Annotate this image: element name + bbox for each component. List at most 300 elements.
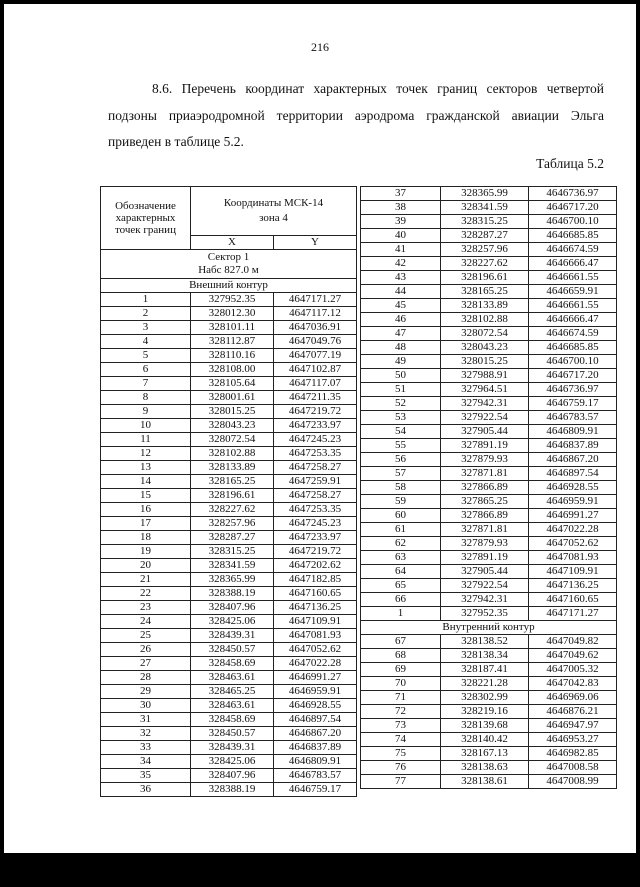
table-row bbox=[361, 229, 617, 243]
cell-y: 4646991.27 bbox=[274, 671, 357, 685]
cell-y: 4646717.20 bbox=[529, 369, 617, 383]
table-row bbox=[101, 405, 357, 419]
cell-x: 328167.13 bbox=[441, 747, 529, 761]
cell-y: 4646959.91 bbox=[274, 685, 357, 699]
table-row bbox=[101, 573, 357, 587]
cell-x: 328450.57 bbox=[191, 643, 274, 657]
table-row bbox=[101, 391, 357, 405]
cell-y: 4647160.65 bbox=[274, 587, 357, 601]
cell-point: 40 bbox=[361, 229, 441, 243]
cell-y: 4646928.55 bbox=[274, 699, 357, 713]
cell-x: 328043.23 bbox=[191, 419, 274, 433]
cell-x: 328315.25 bbox=[441, 215, 529, 229]
cell-x: 328407.96 bbox=[191, 769, 274, 783]
table-row bbox=[361, 677, 617, 691]
table-row bbox=[361, 243, 617, 257]
cell-y: 4647081.93 bbox=[274, 629, 357, 643]
cell-y: 4647259.91 bbox=[274, 475, 357, 489]
cell-y: 4647202.62 bbox=[274, 559, 357, 573]
cell-y: 4647245.23 bbox=[274, 433, 357, 447]
cell-y: 4647102.87 bbox=[274, 363, 357, 377]
table-row bbox=[361, 495, 617, 509]
table-row bbox=[101, 699, 357, 713]
inner-contour-heading: Внутренний контур bbox=[361, 621, 617, 635]
table-row bbox=[101, 475, 357, 489]
cell-x: 327964.51 bbox=[441, 383, 529, 397]
cell-y: 4646867.20 bbox=[274, 727, 357, 741]
cell-y: 4647052.62 bbox=[274, 643, 357, 657]
cell-y: 4646759.17 bbox=[274, 783, 357, 797]
cell-y: 4646897.54 bbox=[274, 713, 357, 727]
cell-point: 52 bbox=[361, 397, 441, 411]
cell-y: 4647008.58 bbox=[529, 761, 617, 775]
cell-point: 54 bbox=[361, 425, 441, 439]
cell-point: 74 bbox=[361, 733, 441, 747]
cell-y: 4646837.89 bbox=[529, 439, 617, 453]
cell-x: 328138.63 bbox=[441, 761, 529, 775]
cell-point: 1 bbox=[101, 293, 191, 307]
cell-point: 60 bbox=[361, 509, 441, 523]
document-page bbox=[4, 4, 636, 853]
cell-point: 73 bbox=[361, 719, 441, 733]
cell-x: 328287.27 bbox=[441, 229, 529, 243]
sector-title: Сектор 1 bbox=[207, 251, 250, 263]
cell-x: 328439.31 bbox=[191, 741, 274, 755]
table-row bbox=[361, 607, 617, 621]
table-row bbox=[361, 383, 617, 397]
cell-point: 25 bbox=[101, 629, 191, 643]
cell-point: 57 bbox=[361, 467, 441, 481]
table-row bbox=[101, 461, 357, 475]
table-row bbox=[361, 341, 617, 355]
cell-y: 4647022.28 bbox=[274, 657, 357, 671]
cell-y: 4647036.91 bbox=[274, 321, 357, 335]
table-row bbox=[361, 537, 617, 551]
cell-y: 4647253.35 bbox=[274, 447, 357, 461]
table-row bbox=[361, 705, 617, 719]
cell-y: 4646928.55 bbox=[529, 481, 617, 495]
cell-y: 4647077.19 bbox=[274, 349, 357, 363]
cell-x: 327988.91 bbox=[441, 369, 529, 383]
cell-point: 12 bbox=[101, 447, 191, 461]
cell-x: 328227.62 bbox=[191, 503, 274, 517]
cell-point: 35 bbox=[101, 769, 191, 783]
cell-x: 328138.34 bbox=[441, 649, 529, 663]
paragraph-line-1: 8.6. Перечень координат характерных точек границ секторов четвертой bbox=[152, 81, 604, 96]
cell-y: 4646953.27 bbox=[529, 733, 617, 747]
cell-x: 328388.19 bbox=[191, 587, 274, 601]
cell-y: 4646700.10 bbox=[529, 355, 617, 369]
table-row bbox=[361, 201, 617, 215]
cell-point: 37 bbox=[361, 187, 441, 201]
table-row bbox=[101, 685, 357, 699]
header-point-designation: Обозначение характерных точек границ bbox=[101, 187, 191, 250]
cell-y: 4646991.27 bbox=[529, 509, 617, 523]
cell-x: 328196.61 bbox=[441, 271, 529, 285]
cell-point: 13 bbox=[101, 461, 191, 475]
cell-y: 4647008.99 bbox=[529, 775, 617, 789]
cell-y: 4647245.23 bbox=[274, 517, 357, 531]
cell-point: 68 bbox=[361, 649, 441, 663]
cell-x: 327891.19 bbox=[441, 551, 529, 565]
cell-x: 327905.44 bbox=[441, 425, 529, 439]
cell-x: 327871.81 bbox=[441, 467, 529, 481]
cell-point: 34 bbox=[101, 755, 191, 769]
table-row bbox=[361, 425, 617, 439]
cell-y: 4646982.85 bbox=[529, 747, 617, 761]
cell-point: 46 bbox=[361, 313, 441, 327]
cell-point: 58 bbox=[361, 481, 441, 495]
table-row bbox=[361, 509, 617, 523]
table-row bbox=[361, 397, 617, 411]
cell-x: 328015.25 bbox=[191, 405, 274, 419]
cell-x: 328341.59 bbox=[441, 201, 529, 215]
cell-point: 53 bbox=[361, 411, 441, 425]
cell-point: 62 bbox=[361, 537, 441, 551]
table-row bbox=[101, 657, 357, 671]
table-row bbox=[361, 355, 617, 369]
table-row bbox=[101, 713, 357, 727]
table-row bbox=[361, 257, 617, 271]
cell-y: 4646666.47 bbox=[529, 313, 617, 327]
cell-x: 328302.99 bbox=[441, 691, 529, 705]
table-row bbox=[361, 635, 617, 649]
cell-y: 4646969.06 bbox=[529, 691, 617, 705]
cell-point: 18 bbox=[101, 531, 191, 545]
header-x: X bbox=[191, 236, 274, 250]
cell-y: 4647233.97 bbox=[274, 419, 357, 433]
table-row bbox=[101, 321, 357, 335]
cell-y: 4647005.32 bbox=[529, 663, 617, 677]
cell-y: 4646674.59 bbox=[529, 243, 617, 257]
table-row bbox=[101, 601, 357, 615]
table-row bbox=[101, 671, 357, 685]
cell-y: 4647042.83 bbox=[529, 677, 617, 691]
cell-point: 42 bbox=[361, 257, 441, 271]
cell-point: 2 bbox=[101, 307, 191, 321]
cell-point: 6 bbox=[101, 363, 191, 377]
cell-x: 328165.25 bbox=[441, 285, 529, 299]
cell-x: 328388.19 bbox=[191, 783, 274, 797]
cell-x: 328365.99 bbox=[441, 187, 529, 201]
cell-y: 4647136.25 bbox=[274, 601, 357, 615]
cell-point: 29 bbox=[101, 685, 191, 699]
table-row bbox=[361, 453, 617, 467]
cell-x: 328072.54 bbox=[191, 433, 274, 447]
cell-point: 66 bbox=[361, 593, 441, 607]
table-row bbox=[361, 271, 617, 285]
cell-x: 328110.16 bbox=[191, 349, 274, 363]
cell-y: 4646674.59 bbox=[529, 327, 617, 341]
header-y: Y bbox=[274, 236, 357, 250]
table-row bbox=[361, 215, 617, 229]
table-row bbox=[361, 565, 617, 579]
cell-point: 10 bbox=[101, 419, 191, 433]
cell-point: 8 bbox=[101, 391, 191, 405]
cell-y: 4646700.10 bbox=[529, 215, 617, 229]
cell-y: 4647219.72 bbox=[274, 405, 357, 419]
cell-point: 26 bbox=[101, 643, 191, 657]
table-row bbox=[101, 559, 357, 573]
table-row bbox=[361, 439, 617, 453]
cell-x: 328139.68 bbox=[441, 719, 529, 733]
cell-x: 328227.62 bbox=[441, 257, 529, 271]
cell-point: 64 bbox=[361, 565, 441, 579]
cell-x: 327879.93 bbox=[441, 453, 529, 467]
cell-point: 71 bbox=[361, 691, 441, 705]
cell-point: 69 bbox=[361, 663, 441, 677]
cell-point: 24 bbox=[101, 615, 191, 629]
table-row bbox=[101, 335, 357, 349]
cell-point: 72 bbox=[361, 705, 441, 719]
cell-x: 328463.61 bbox=[191, 671, 274, 685]
cell-y: 4647022.28 bbox=[529, 523, 617, 537]
cell-y: 4646959.91 bbox=[529, 495, 617, 509]
table-row bbox=[101, 503, 357, 517]
cell-x: 327865.25 bbox=[441, 495, 529, 509]
cell-point: 16 bbox=[101, 503, 191, 517]
table-row bbox=[361, 551, 617, 565]
table-row bbox=[361, 313, 617, 327]
cell-point: 3 bbox=[101, 321, 191, 335]
cell-y: 4646897.54 bbox=[529, 467, 617, 481]
cell-y: 4646661.55 bbox=[529, 271, 617, 285]
cell-y: 4647109.91 bbox=[529, 565, 617, 579]
sector-height: Набс 827.0 м bbox=[198, 264, 259, 276]
cell-point: 41 bbox=[361, 243, 441, 257]
table-row bbox=[101, 545, 357, 559]
cell-point: 9 bbox=[101, 405, 191, 419]
cell-point: 48 bbox=[361, 341, 441, 355]
cell-y: 4647219.72 bbox=[274, 545, 357, 559]
cell-x: 327942.31 bbox=[441, 397, 529, 411]
cell-x: 328140.42 bbox=[441, 733, 529, 747]
cell-point: 59 bbox=[361, 495, 441, 509]
cell-y: 4647182.85 bbox=[274, 573, 357, 587]
cell-point: 27 bbox=[101, 657, 191, 671]
cell-x: 328001.61 bbox=[191, 391, 274, 405]
table-row bbox=[101, 629, 357, 643]
table-row bbox=[361, 593, 617, 607]
cell-point: 11 bbox=[101, 433, 191, 447]
cell-x: 327952.35 bbox=[441, 607, 529, 621]
cell-point: 75 bbox=[361, 747, 441, 761]
cell-point: 61 bbox=[361, 523, 441, 537]
cell-x: 328439.31 bbox=[191, 629, 274, 643]
table-row bbox=[361, 369, 617, 383]
cell-y: 4646659.91 bbox=[529, 285, 617, 299]
cell-x: 328043.23 bbox=[441, 341, 529, 355]
table-row bbox=[101, 447, 357, 461]
cell-y: 4646661.55 bbox=[529, 299, 617, 313]
paragraph-line-2: подзоны приаэродромной территории аэродрома гражданской авиации Эльга bbox=[108, 107, 604, 123]
table-row bbox=[101, 755, 357, 769]
scan-border bbox=[0, 853, 640, 887]
cell-y: 4646809.91 bbox=[529, 425, 617, 439]
cell-x: 328287.27 bbox=[191, 531, 274, 545]
table-row bbox=[101, 727, 357, 741]
cell-x: 328072.54 bbox=[441, 327, 529, 341]
cell-x: 328133.89 bbox=[441, 299, 529, 313]
cell-y: 4647258.27 bbox=[274, 489, 357, 503]
cell-y: 4646876.21 bbox=[529, 705, 617, 719]
cell-y: 4647233.97 bbox=[274, 531, 357, 545]
cell-point: 7 bbox=[101, 377, 191, 391]
cell-point: 43 bbox=[361, 271, 441, 285]
cell-point: 77 bbox=[361, 775, 441, 789]
cell-y: 4646783.57 bbox=[274, 769, 357, 783]
cell-point: 32 bbox=[101, 727, 191, 741]
cell-x: 328108.00 bbox=[191, 363, 274, 377]
sector-heading bbox=[101, 250, 357, 279]
cell-y: 4647117.12 bbox=[274, 307, 357, 321]
cell-x: 328365.99 bbox=[191, 573, 274, 587]
cell-x: 327905.44 bbox=[441, 565, 529, 579]
cell-x: 328257.96 bbox=[441, 243, 529, 257]
cell-y: 4647049.82 bbox=[529, 635, 617, 649]
cell-x: 328450.57 bbox=[191, 727, 274, 741]
table-row bbox=[101, 741, 357, 755]
cell-y: 4646947.97 bbox=[529, 719, 617, 733]
cell-y: 4646736.97 bbox=[529, 187, 617, 201]
table-row bbox=[361, 327, 617, 341]
cell-y: 4647258.27 bbox=[274, 461, 357, 475]
table-row bbox=[101, 531, 357, 545]
cell-point: 49 bbox=[361, 355, 441, 369]
cell-x: 328425.06 bbox=[191, 755, 274, 769]
table-row bbox=[101, 433, 357, 447]
cell-point: 4 bbox=[101, 335, 191, 349]
table-row bbox=[101, 587, 357, 601]
cell-y: 4646783.57 bbox=[529, 411, 617, 425]
cell-x: 327922.54 bbox=[441, 579, 529, 593]
table-row bbox=[361, 523, 617, 537]
cell-point: 55 bbox=[361, 439, 441, 453]
table-row bbox=[361, 775, 617, 789]
cell-x: 328102.88 bbox=[441, 313, 529, 327]
cell-x: 328101.11 bbox=[191, 321, 274, 335]
cell-x: 327871.81 bbox=[441, 523, 529, 537]
cell-x: 328407.96 bbox=[191, 601, 274, 615]
cell-y: 4647253.35 bbox=[274, 503, 357, 517]
cell-x: 328112.87 bbox=[191, 335, 274, 349]
coordinates-table-left bbox=[100, 186, 357, 797]
cell-x: 328138.52 bbox=[441, 635, 529, 649]
cell-x: 327866.89 bbox=[441, 509, 529, 523]
cell-point: 19 bbox=[101, 545, 191, 559]
cell-point: 63 bbox=[361, 551, 441, 565]
cell-x: 328138.61 bbox=[441, 775, 529, 789]
cell-point: 56 bbox=[361, 453, 441, 467]
cell-point: 67 bbox=[361, 635, 441, 649]
table-row bbox=[101, 349, 357, 363]
cell-x: 328196.61 bbox=[191, 489, 274, 503]
table-row bbox=[361, 187, 617, 201]
cell-point: 36 bbox=[101, 783, 191, 797]
table-row bbox=[361, 579, 617, 593]
cell-point: 14 bbox=[101, 475, 191, 489]
coordinates-table-right bbox=[360, 186, 617, 789]
table-row bbox=[101, 489, 357, 503]
cell-x: 328341.59 bbox=[191, 559, 274, 573]
table-row bbox=[361, 649, 617, 663]
cell-y: 4646867.20 bbox=[529, 453, 617, 467]
cell-point: 1 bbox=[361, 607, 441, 621]
cell-point: 33 bbox=[101, 741, 191, 755]
table-row bbox=[101, 769, 357, 783]
cell-y: 4647081.93 bbox=[529, 551, 617, 565]
cell-y: 4646759.17 bbox=[529, 397, 617, 411]
header-coordinates: Координаты МСК-14 зона 4 bbox=[191, 187, 357, 236]
table-row bbox=[361, 663, 617, 677]
cell-x: 327891.19 bbox=[441, 439, 529, 453]
cell-x: 328219.16 bbox=[441, 705, 529, 719]
intro-paragraph bbox=[108, 76, 604, 156]
cell-y: 4646685.85 bbox=[529, 229, 617, 243]
table-row bbox=[361, 691, 617, 705]
paragraph-line-3: приведен в таблице 5.2. bbox=[108, 134, 244, 149]
cell-x: 328015.25 bbox=[441, 355, 529, 369]
cell-point: 50 bbox=[361, 369, 441, 383]
cell-y: 4647211.35 bbox=[274, 391, 357, 405]
cell-x: 327942.31 bbox=[441, 593, 529, 607]
cell-x: 328102.88 bbox=[191, 447, 274, 461]
cell-point: 65 bbox=[361, 579, 441, 593]
cell-x: 328425.06 bbox=[191, 615, 274, 629]
cell-point: 17 bbox=[101, 517, 191, 531]
cell-x: 328315.25 bbox=[191, 545, 274, 559]
cell-x: 328165.25 bbox=[191, 475, 274, 489]
cell-y: 4647171.27 bbox=[274, 293, 357, 307]
cell-y: 4647171.27 bbox=[529, 607, 617, 621]
table-row bbox=[101, 783, 357, 797]
table-caption: Таблица 5.2 bbox=[536, 156, 604, 171]
cell-point: 70 bbox=[361, 677, 441, 691]
cell-x: 327866.89 bbox=[441, 481, 529, 495]
cell-y: 4647109.91 bbox=[274, 615, 357, 629]
table-row bbox=[361, 733, 617, 747]
cell-y: 4647136.25 bbox=[529, 579, 617, 593]
cell-point: 28 bbox=[101, 671, 191, 685]
cell-y: 4646837.89 bbox=[274, 741, 357, 755]
table-row bbox=[101, 643, 357, 657]
page-number: 216 bbox=[311, 40, 329, 54]
table-row bbox=[361, 761, 617, 775]
cell-y: 4647160.65 bbox=[529, 593, 617, 607]
cell-point: 76 bbox=[361, 761, 441, 775]
cell-point: 5 bbox=[101, 349, 191, 363]
cell-x: 328465.25 bbox=[191, 685, 274, 699]
cell-y: 4646685.85 bbox=[529, 341, 617, 355]
cell-x: 328221.28 bbox=[441, 677, 529, 691]
cell-point: 22 bbox=[101, 587, 191, 601]
cell-x: 328187.41 bbox=[441, 663, 529, 677]
cell-y: 4647052.62 bbox=[529, 537, 617, 551]
cell-x: 328458.69 bbox=[191, 713, 274, 727]
cell-point: 39 bbox=[361, 215, 441, 229]
cell-point: 30 bbox=[101, 699, 191, 713]
cell-point: 45 bbox=[361, 299, 441, 313]
cell-point: 31 bbox=[101, 713, 191, 727]
cell-x: 328458.69 bbox=[191, 657, 274, 671]
cell-y: 4646666.47 bbox=[529, 257, 617, 271]
table-row bbox=[361, 285, 617, 299]
cell-y: 4646717.20 bbox=[529, 201, 617, 215]
cell-x: 328463.61 bbox=[191, 699, 274, 713]
outer-contour-heading: Внешний контур bbox=[101, 279, 357, 293]
table-row bbox=[101, 517, 357, 531]
cell-x: 328012.30 bbox=[191, 307, 274, 321]
